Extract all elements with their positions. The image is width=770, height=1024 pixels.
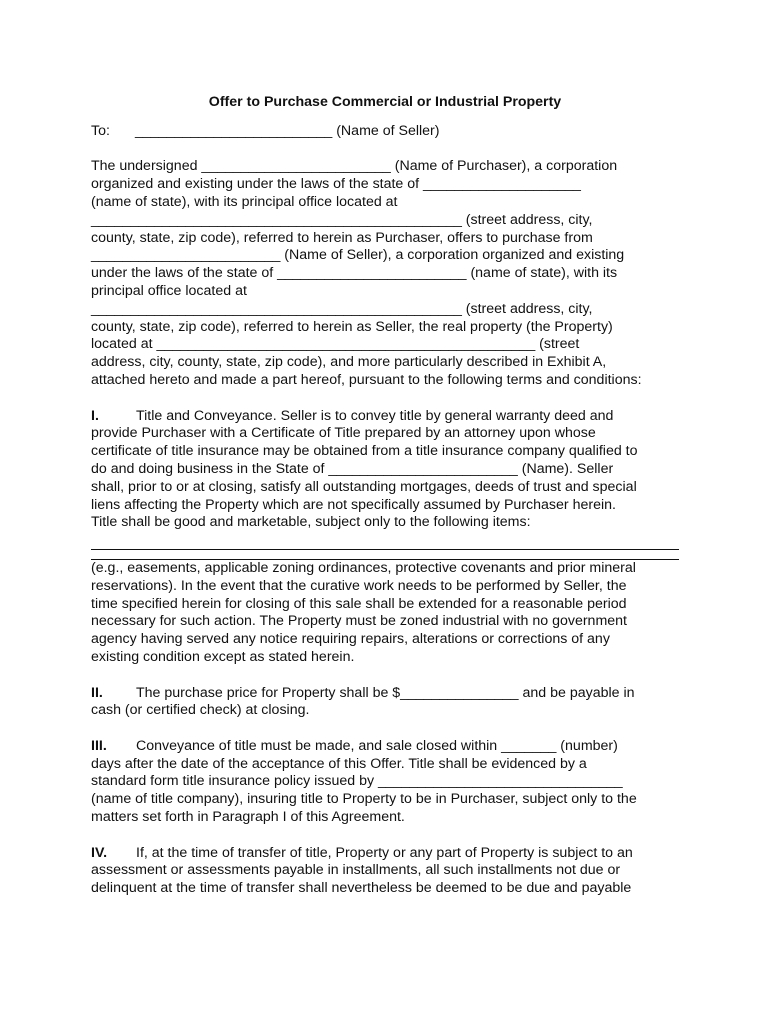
intro-line: county, state, zip code), referred to herein as Seller, the real property (the Property): [91, 318, 613, 335]
intro-line: _______________________________________________ (street address, city,: [91, 211, 593, 228]
section-1-line: necessary for such action. The Property must be zoned industrial with no government: [91, 613, 627, 630]
section-1-number: I.: [91, 407, 99, 424]
blank-line: [91, 550, 679, 560]
section-3-line: (name of title company), insuring title to Property to be in Purchaser, subject only to the: [91, 791, 637, 808]
section-4-number: IV.: [91, 844, 108, 861]
intro-line: (name of state), with its principal office located at: [91, 193, 398, 210]
section-2-number: II.: [91, 684, 103, 701]
section-4-line: [91, 845, 679, 863]
blank-line: [91, 532, 679, 550]
intro-line: attached hereto and made a part hereof, pursuant to the following terms and conditions:: [91, 371, 642, 388]
section-3-number: III.: [91, 737, 107, 754]
section-1-text: Title and Conveyance. Seller is to convey title by general warranty deed and: [136, 407, 614, 424]
intro-line: The undersigned ________________________ (Name of Purchaser), a corporation: [91, 158, 618, 175]
section-3-line: days after the date of the acceptance of this Offer. Title shall be evidenced by a: [91, 755, 587, 772]
section-1: [91, 408, 679, 667]
section-1-line: existing condition except as stated herein.: [91, 648, 355, 665]
section-3-line: [91, 738, 679, 756]
intro-line: _______________________________________________ (street address, city,: [91, 300, 593, 317]
section-4: [91, 845, 679, 898]
to-line: [91, 123, 679, 141]
section-1-line: shall, prior to or at closing, satisfy all outstanding mortgages, deeds of trust and special: [91, 478, 637, 495]
section-3-line: standard form title insurance policy issued by _______________________________: [91, 773, 623, 790]
document-title: Offer to Purchase Commercial or Industrial Property: [208, 94, 562, 110]
section-1-line: Title shall be good and marketable, subject only to the following items:: [91, 514, 531, 531]
intro-line: principal office located at: [91, 282, 247, 299]
section-2-line: [91, 685, 679, 703]
section-1-line: agency having served any notice requiring repairs, alterations or corrections of any: [91, 631, 610, 648]
section-1-line: [91, 408, 679, 426]
section-4-line: assessment or assessments payable in installments, all such installments not due or: [91, 862, 621, 879]
section-1-line: reservations). In the event that the curative work needs to be performed by Seller, the: [91, 577, 627, 594]
intro-line: ________________________ (Name of Seller), a corporation organized and existing: [91, 247, 625, 264]
to-text: _________________________ (Name of Seller): [135, 122, 440, 139]
intro-line: county, state, zip code), referred to herein as Purchaser, offers to purchase from: [91, 229, 593, 246]
section-1-line: certificate of title insurance may be obtained from a title insurance company qualified to: [91, 443, 638, 460]
to-label: To:: [91, 122, 110, 139]
section-1-line: liens affecting the Property which are not specifically assumed by Purchaser herein.: [91, 496, 616, 513]
section-1-line: (e.g., easements, applicable zoning ordinances, protective covenants and prior mineral: [91, 559, 636, 576]
intro-line: organized and existing under the laws of the state of ____________________: [91, 176, 581, 193]
intro-line: under the laws of the state of ________________________ (name of state), with its: [91, 265, 618, 282]
section-3-line: matters set forth in Paragraph I of this Agreement.: [91, 809, 405, 826]
section-4-text: If, at the time of transfer of title, Property or any part of Property is subject to an: [136, 844, 633, 861]
section-1-line: provide Purchaser with a Certificate of Title prepared by an attorney upon whose: [91, 425, 596, 442]
section-2-text: The purchase price for Property shall be $_______________ and be payable in: [136, 684, 635, 701]
section-3-text: Conveyance of title must be made, and sale closed within _______ (number): [136, 737, 618, 754]
section-1-line: do and doing business in the State of ________________________ (Name). Seller: [91, 460, 614, 477]
intro-line: address, city, county, state, zip code), and more particularly described in Exhibit A,: [91, 354, 607, 371]
section-1-line: time specified herein for closing of this sale shall be extended for a reasonable period: [91, 595, 627, 612]
section-3: [91, 738, 679, 827]
section-2: [91, 685, 679, 721]
document-page: [91, 94, 679, 916]
intro-paragraph: [91, 158, 679, 389]
section-2-line: cash (or certified check) at closing.: [91, 702, 310, 719]
intro-line: located at ________________________________________________ (street: [91, 336, 580, 353]
section-4-line: delinquent at the time of transfer shall nevertheless be deemed to be due and payable: [91, 880, 632, 897]
